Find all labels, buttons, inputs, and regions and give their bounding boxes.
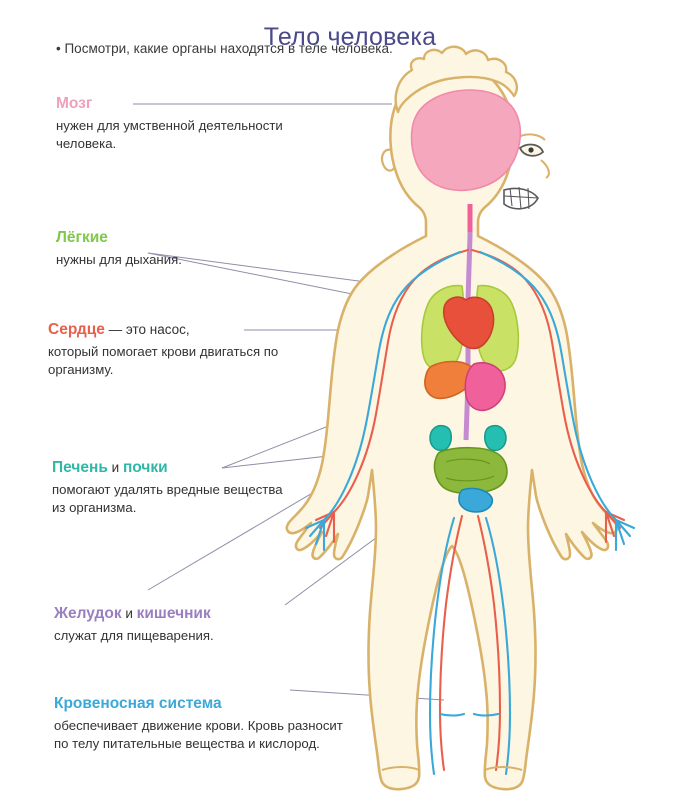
callout-stomach-intestines-body: служат для пищеварения. — [54, 627, 214, 643]
callout-brain — [56, 94, 296, 153]
callout-brain-body: нужен для умственной деятельности человека. — [56, 117, 283, 152]
callout-intestines-title: кишечник — [136, 605, 211, 622]
left-kidney — [430, 426, 451, 451]
callout-heart-title: Сердце — [48, 321, 105, 338]
callout-kidneys-title: почки — [122, 459, 168, 476]
nose — [541, 160, 549, 178]
callout-lungs-title: Лёгкие — [56, 229, 108, 246]
right-kidney — [485, 426, 506, 451]
pupil — [528, 147, 533, 152]
callout-lungs-body: нужны для дыхания. — [56, 251, 182, 267]
callout-circulatory — [54, 694, 344, 753]
callout-heart — [48, 320, 288, 379]
page-title: Тело человека — [263, 22, 437, 51]
callout-lungs — [56, 228, 182, 269]
callout-stomach-inline: и — [121, 606, 137, 621]
bladder-organ — [459, 488, 492, 512]
eyebrow — [517, 134, 545, 140]
callout-circulatory-title: Кровеносная система — [54, 695, 222, 712]
callout-heart-inline: — это насос, — [104, 322, 190, 337]
callout-liver-title: Печень — [52, 459, 108, 476]
callout-heart-body: который помогает крови двигаться по организму. — [48, 343, 279, 378]
callout-liver-kidneys-body: помогают удалять вредные вещества из организма. — [52, 481, 283, 516]
callout-stomach-title: Желудок — [54, 605, 122, 622]
page-subtitle: • Посмотри, какие органы находятся в теле человека. — [56, 41, 393, 56]
intestines-organ — [435, 448, 507, 494]
callout-liver-kidneys — [52, 458, 292, 517]
callout-stomach-intestines — [54, 604, 214, 645]
callout-circulatory-body: обеспечивает движение крови. Кровь разносит по телу питательные вещества и кислород. — [54, 717, 343, 752]
callout-liver-inline: и — [107, 460, 123, 475]
callout-brain-title: Мозг — [56, 95, 93, 112]
